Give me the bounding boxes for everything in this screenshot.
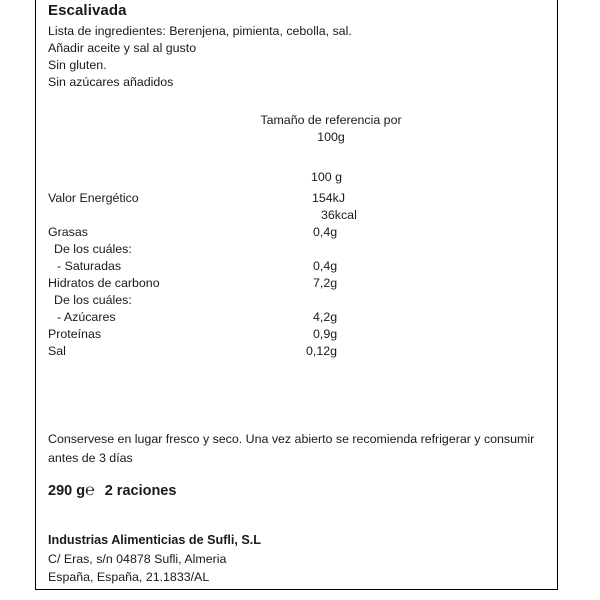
reference-size-heading: [211, 112, 451, 146]
nutrition-value-carbohydrate: 7,2g: [313, 276, 338, 290]
nutrition-value-saturates: 0,4g: [313, 259, 338, 273]
manufacturer-name: Industrias Alimenticias de Sufli, S.L: [48, 533, 261, 547]
nutrition-column-header: 100 g: [311, 170, 343, 184]
nutrition-label-panel: [35, 0, 558, 590]
reference-size-heading-line2: 100g: [317, 130, 345, 144]
servings-value: 2 raciones: [104, 483, 177, 499]
nutrition-label-sugars: - Azúcares: [57, 310, 116, 324]
nutrition-value-fat: 0,4g: [313, 225, 338, 239]
nutrition-label-saturates: - Saturadas: [57, 259, 122, 273]
nutrition-value-sugars: 4,2g: [313, 310, 338, 324]
nutrition-label-of-which-fat: De los cuáles:: [54, 242, 132, 256]
nutrition-value-energy-kj: 154kJ: [312, 191, 346, 205]
product-title: Escalivada: [48, 2, 127, 19]
net-weight-value: 290 g: [48, 483, 86, 499]
ingredients-line: Lista de ingredientes: Berenjena, pimienta, cebolla, sal.: [48, 24, 352, 38]
nutrition-value-protein: 0,9g: [313, 327, 338, 341]
nutrition-label-of-which-carbs: De los cuáles:: [54, 293, 132, 307]
nutrition-value-salt: 0,12g: [306, 344, 338, 358]
nutrition-label-protein: Proteínas: [48, 327, 102, 341]
estimated-sign-icon: ℮: [85, 482, 95, 499]
nutrition-label-salt: Sal: [48, 344, 66, 358]
manufacturer-address-line1: C/ Eras, s/n 04878 Sufli, Almeria: [48, 552, 227, 566]
no-added-sugar-claim: Sin azúcares añadidos: [48, 75, 174, 89]
storage-instructions: Conservese en lugar fresco y seco. Una vez abierto se recomienda refrigerar y consumir antes de 3 días: [48, 432, 535, 465]
oil-salt-note: Añadir aceite y sal al gusto: [48, 41, 197, 55]
gluten-free-claim: Sin gluten.: [48, 58, 107, 72]
nutrition-label-energy: Valor Energético: [48, 191, 139, 205]
manufacturer-address-line2: España, España, 21.1833/AL: [48, 570, 210, 584]
nutrition-label-fat: Grasas: [48, 225, 88, 239]
nutrition-value-energy-kcal: 36kcal: [321, 208, 357, 222]
reference-size-heading-line1: Tamaño de referencia por: [260, 113, 402, 127]
net-weight-and-servings: [48, 482, 176, 500]
nutrition-label-carbohydrate: Hidratos de carbono: [48, 276, 160, 290]
